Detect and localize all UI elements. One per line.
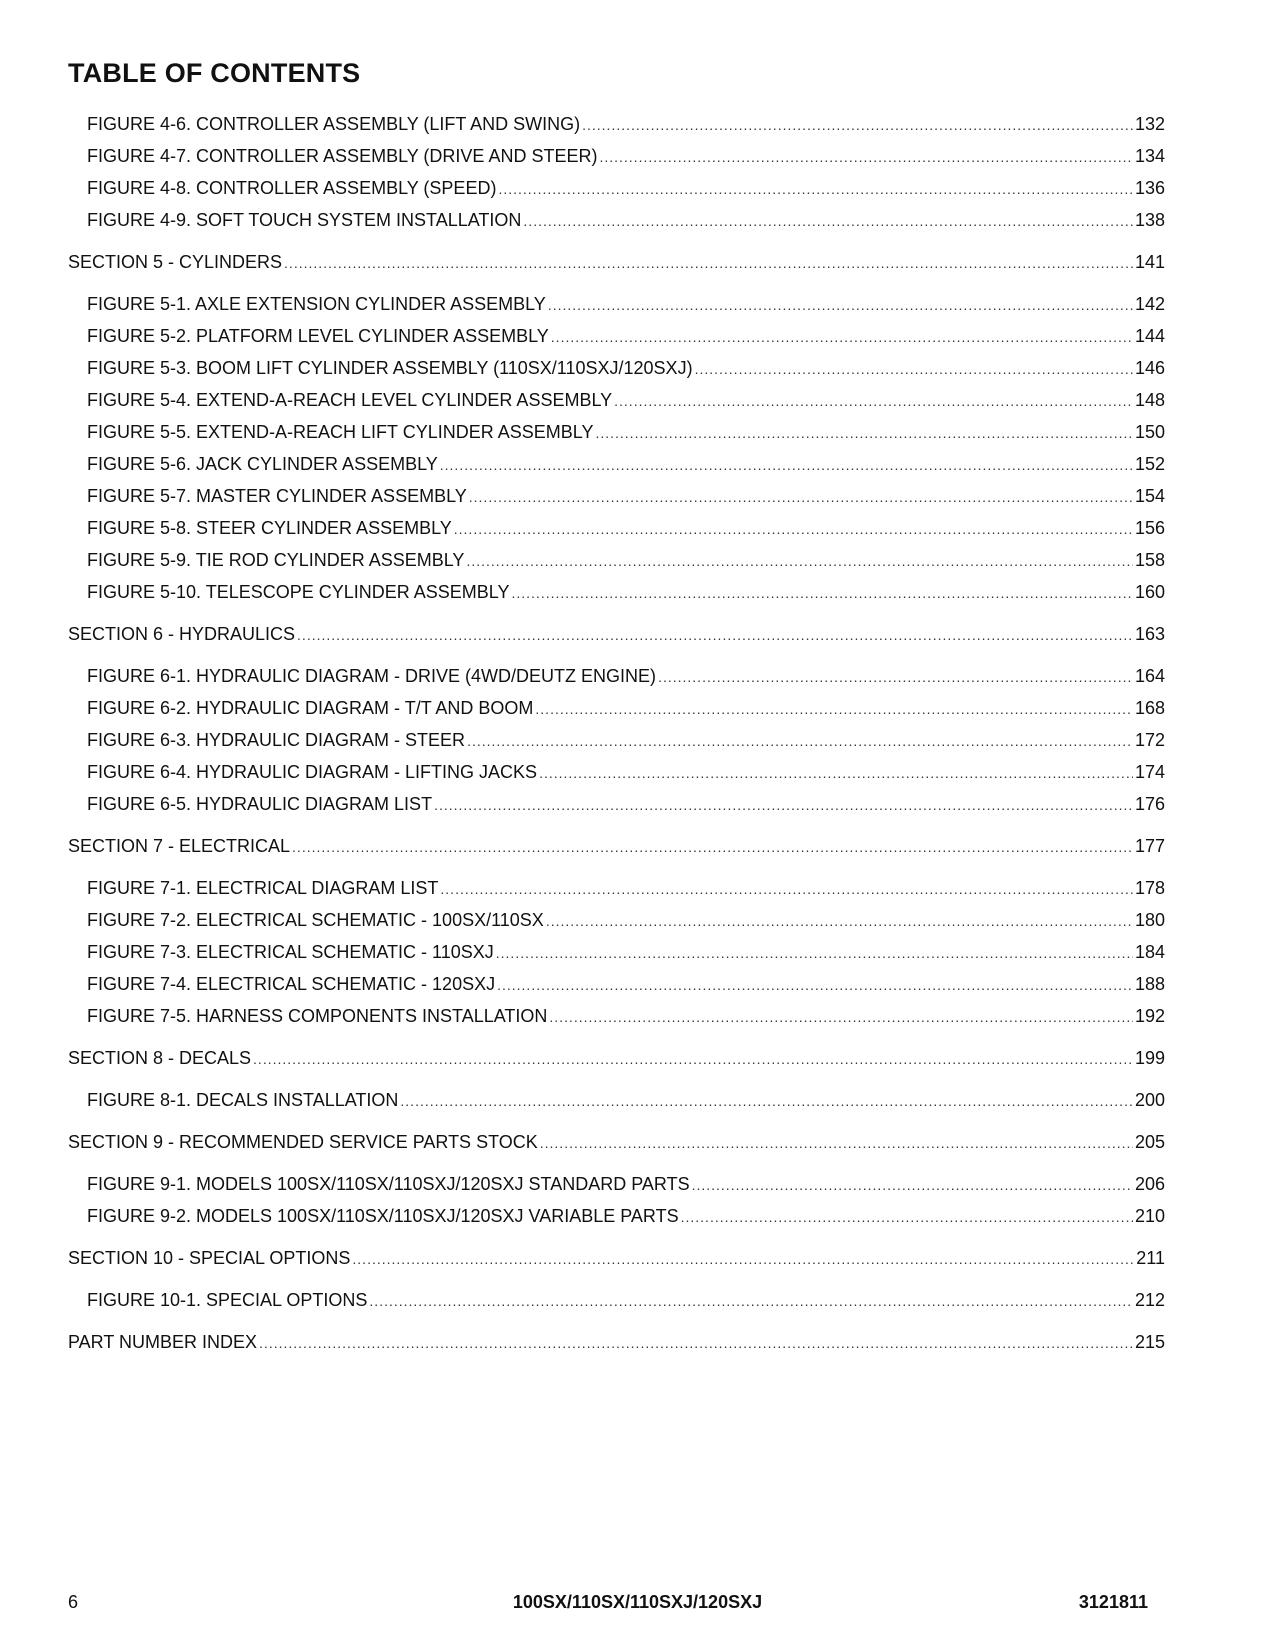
toc-entry-label: FIGURE 5-10. TELESCOPE CYLINDER ASSEMBLY — [87, 582, 510, 602]
toc-dot-leader — [535, 693, 1133, 725]
toc-entry-page-number: 206 — [1134, 1174, 1165, 1194]
table-of-contents — [68, 108, 1165, 1368]
toc-entry-label: SECTION 10 - SPECIAL OPTIONS — [68, 1248, 351, 1268]
toc-entry-figure[interactable] — [68, 1000, 1165, 1032]
toc-entry-figure[interactable] — [68, 1168, 1165, 1200]
toc-entry-figure[interactable] — [68, 660, 1165, 692]
toc-entry-page-number: 156 — [1134, 518, 1165, 538]
toc-entry-page-number: 212 — [1134, 1290, 1165, 1310]
toc-dot-leader — [497, 969, 1133, 1001]
toc-entry-figure[interactable] — [68, 576, 1165, 608]
toc-entry-page-number: 180 — [1134, 910, 1165, 930]
toc-entry-page-number: 141 — [1134, 252, 1165, 272]
toc-entry-label: FIGURE 5-9. TIE ROD CYLINDER ASSEMBLY — [87, 550, 465, 570]
toc-dot-leader — [253, 1043, 1133, 1075]
toc-entry-page-number: 158 — [1134, 550, 1165, 570]
toc-entry-page-number: 163 — [1134, 624, 1165, 644]
toc-dot-leader — [352, 1243, 1134, 1275]
toc-entry-label: FIGURE 8-1. DECALS INSTALLATION — [87, 1090, 399, 1110]
toc-entry-page-number: 132 — [1134, 114, 1165, 134]
toc-entry-page-number: 205 — [1134, 1132, 1165, 1152]
toc-dot-leader — [284, 247, 1133, 279]
toc-entry-figure[interactable] — [68, 448, 1165, 480]
toc-dot-leader — [511, 577, 1132, 609]
toc-entry-page-number: 152 — [1134, 454, 1165, 474]
toc-entry-figure[interactable] — [68, 1084, 1165, 1116]
toc-entry-page-number: 134 — [1134, 146, 1165, 166]
toc-dot-leader — [467, 725, 1133, 757]
toc-entry-label: SECTION 9 - RECOMMENDED SERVICE PARTS STOCK — [68, 1132, 538, 1152]
toc-entry-figure[interactable] — [68, 288, 1165, 320]
toc-entry-page-number: 184 — [1134, 942, 1165, 962]
toc-entry-page-number: 148 — [1134, 390, 1165, 410]
toc-entry-label: FIGURE 6-1. HYDRAULIC DIAGRAM - DRIVE (4WD/DEUTZ ENGINE) — [87, 666, 657, 686]
toc-entry-page-number: 146 — [1134, 358, 1165, 378]
toc-dot-leader — [292, 831, 1133, 863]
toc-dot-leader — [400, 1085, 1133, 1117]
toc-entry-page-number: 160 — [1134, 582, 1165, 602]
toc-entry-page-number: 150 — [1134, 422, 1165, 442]
toc-entry-figure[interactable] — [68, 724, 1165, 756]
toc-dot-leader — [614, 385, 1133, 417]
toc-dot-leader — [695, 353, 1133, 385]
toc-dot-leader — [551, 321, 1133, 353]
toc-entry-figure[interactable] — [68, 544, 1165, 576]
toc-entry-page-number: 144 — [1134, 326, 1165, 346]
toc-entry-label: FIGURE 4-8. CONTROLLER ASSEMBLY (SPEED) — [87, 178, 497, 198]
toc-entry-label: FIGURE 4-7. CONTROLLER ASSEMBLY (DRIVE AND STEER) — [87, 146, 598, 166]
toc-entry-label: FIGURE 6-2. HYDRAULIC DIAGRAM - T/T AND BOOM — [87, 698, 534, 718]
toc-entry-section[interactable] — [68, 830, 1165, 862]
toc-entry-figure[interactable] — [68, 480, 1165, 512]
toc-entry-figure[interactable] — [68, 384, 1165, 416]
toc-dot-leader — [434, 789, 1133, 821]
toc-entry-figure[interactable] — [68, 108, 1165, 140]
toc-entry-figure[interactable] — [68, 140, 1165, 172]
toc-entry-label: FIGURE 4-9. SOFT TOUCH SYSTEM INSTALLATION — [87, 210, 522, 230]
toc-entry-label: FIGURE 5-4. EXTEND-A-REACH LEVEL CYLINDER ASSEMBLY — [87, 390, 613, 410]
toc-entry-page-number: 172 — [1134, 730, 1165, 750]
toc-dot-leader — [658, 661, 1133, 693]
toc-dot-leader — [466, 545, 1133, 577]
toc-dot-leader — [498, 173, 1133, 205]
toc-entry-page-number: 178 — [1134, 878, 1165, 898]
toc-entry-figure[interactable] — [68, 904, 1165, 936]
toc-entry-label: SECTION 6 - HYDRAULICS — [68, 624, 296, 644]
toc-entry-page-number: 188 — [1134, 974, 1165, 994]
toc-entry-page-number: 200 — [1134, 1090, 1165, 1110]
toc-dot-leader — [440, 873, 1133, 905]
toc-entry-page-number: 215 — [1134, 1332, 1165, 1352]
toc-dot-leader — [469, 481, 1133, 513]
page-footer — [0, 1592, 1275, 1616]
toc-entry-section[interactable] — [68, 618, 1165, 650]
toc-dot-leader — [681, 1201, 1133, 1233]
toc-entry-page-number: 138 — [1134, 210, 1165, 230]
toc-dot-leader — [546, 905, 1133, 937]
toc-entry-label: FIGURE 5-1. AXLE EXTENSION CYLINDER ASSEMBLY — [87, 294, 546, 314]
toc-entry-label: PART NUMBER INDEX — [68, 1332, 258, 1352]
footer-page-number: 6 — [68, 1592, 79, 1612]
toc-entry-page-number: 164 — [1134, 666, 1165, 686]
toc-entry-section[interactable] — [68, 1042, 1165, 1074]
toc-entry-label: FIGURE 10-1. SPECIAL OPTIONS — [87, 1290, 368, 1310]
toc-dot-leader — [496, 937, 1133, 969]
toc-entry-figure[interactable] — [68, 512, 1165, 544]
toc-entry-figure[interactable] — [68, 968, 1165, 1000]
footer-model-name: 100SX/110SX/110SXJ/120SXJ — [512, 1592, 763, 1612]
toc-entry-figure[interactable] — [68, 320, 1165, 352]
toc-entry-figure[interactable] — [68, 172, 1165, 204]
toc-dot-leader — [540, 1127, 1133, 1159]
toc-entry-page-number: 154 — [1134, 486, 1165, 506]
toc-entry-page-number: 210 — [1134, 1206, 1165, 1226]
toc-entry-section[interactable] — [68, 246, 1165, 278]
toc-entry-label: FIGURE 7-4. ELECTRICAL SCHEMATIC - 120SXJ — [87, 974, 496, 994]
toc-entry-label: FIGURE 7-1. ELECTRICAL DIAGRAM LIST — [87, 878, 439, 898]
toc-entry-label: FIGURE 9-2. MODELS 100SX/110SX/110SXJ/120SXJ VARIABLE PARTS — [87, 1206, 679, 1226]
toc-dot-leader — [454, 513, 1133, 545]
toc-entry-label: FIGURE 5-3. BOOM LIFT CYLINDER ASSEMBLY (110SX/110SXJ/120SXJ) — [87, 358, 693, 378]
toc-dot-leader — [692, 1169, 1133, 1201]
toc-dot-leader — [259, 1327, 1133, 1359]
toc-entry-figure[interactable] — [68, 872, 1165, 904]
toc-entry-figure[interactable] — [68, 788, 1165, 820]
toc-entry-label: FIGURE 5-2. PLATFORM LEVEL CYLINDER ASSEMBLY — [87, 326, 549, 346]
toc-entry-label: SECTION 5 - CYLINDERS — [68, 252, 283, 272]
toc-entry-page-number: 177 — [1134, 836, 1165, 856]
toc-entry-label: FIGURE 7-5. HARNESS COMPONENTS INSTALLATION — [87, 1006, 548, 1026]
footer-document-number: 3121811 — [1078, 1592, 1148, 1612]
toc-entry-label: FIGURE 5-7. MASTER CYLINDER ASSEMBLY — [87, 486, 467, 506]
toc-dot-leader — [595, 417, 1133, 449]
toc-entry-label: FIGURE 5-6. JACK CYLINDER ASSEMBLY — [87, 454, 438, 474]
toc-entry-page-number: 176 — [1134, 794, 1165, 814]
toc-entry-label: FIGURE 6-3. HYDRAULIC DIAGRAM - STEER — [87, 730, 466, 750]
toc-dot-leader — [582, 109, 1133, 141]
toc-entry-page-number: 136 — [1134, 178, 1165, 198]
toc-dot-leader — [599, 141, 1133, 173]
toc-entry-figure[interactable] — [68, 352, 1165, 384]
toc-dot-leader — [297, 619, 1133, 651]
toc-dot-leader — [440, 449, 1133, 481]
toc-entry-section[interactable] — [68, 1242, 1165, 1274]
toc-entry-label: FIGURE 6-4. HYDRAULIC DIAGRAM - LIFTING JACKS — [87, 762, 538, 782]
toc-entry-label: SECTION 7 - ELECTRICAL — [68, 836, 291, 856]
toc-entry-page-number: 174 — [1134, 762, 1165, 782]
toc-dot-leader — [369, 1285, 1133, 1317]
toc-entry-label: FIGURE 6-5. HYDRAULIC DIAGRAM LIST — [87, 794, 433, 814]
toc-entry-label: FIGURE 9-1. MODELS 100SX/110SX/110SXJ/120SXJ STANDARD PARTS — [87, 1174, 690, 1194]
toc-entry-label: FIGURE 7-3. ELECTRICAL SCHEMATIC - 110SXJ — [87, 942, 494, 962]
toc-entry-page-number: 192 — [1134, 1006, 1165, 1026]
toc-entry-page-number: 199 — [1134, 1048, 1165, 1068]
toc-entry-page-number: 142 — [1134, 294, 1165, 314]
toc-entry-label: FIGURE 7-2. ELECTRICAL SCHEMATIC - 100SX/110SX — [87, 910, 544, 930]
toc-dot-leader — [549, 1001, 1133, 1033]
toc-dot-leader — [548, 289, 1133, 321]
page-title: TABLE OF CONTENTS — [68, 58, 361, 88]
toc-entry-label: SECTION 8 - DECALS — [68, 1048, 252, 1068]
toc-entry-page-number: 211 — [1136, 1248, 1165, 1268]
toc-entry-label: FIGURE 5-5. EXTEND-A-REACH LIFT CYLINDER ASSEMBLY — [87, 422, 594, 442]
toc-entry-figure[interactable] — [68, 936, 1165, 968]
toc-entry-page-number: 168 — [1134, 698, 1165, 718]
toc-entry-figure[interactable] — [68, 756, 1165, 788]
toc-entry-section[interactable] — [68, 1126, 1165, 1158]
toc-entry-section[interactable] — [68, 1326, 1165, 1358]
toc-dot-leader — [523, 205, 1133, 237]
toc-entry-figure[interactable] — [68, 1200, 1165, 1232]
toc-dot-leader — [539, 757, 1133, 789]
toc-entry-label: FIGURE 5-8. STEER CYLINDER ASSEMBLY — [87, 518, 452, 538]
toc-entry-figure[interactable] — [68, 204, 1165, 236]
toc-entry-figure[interactable] — [68, 1284, 1165, 1316]
toc-entry-figure[interactable] — [68, 416, 1165, 448]
toc-entry-label: FIGURE 4-6. CONTROLLER ASSEMBLY (LIFT AND SWING) — [87, 114, 581, 134]
toc-entry-figure[interactable] — [68, 692, 1165, 724]
